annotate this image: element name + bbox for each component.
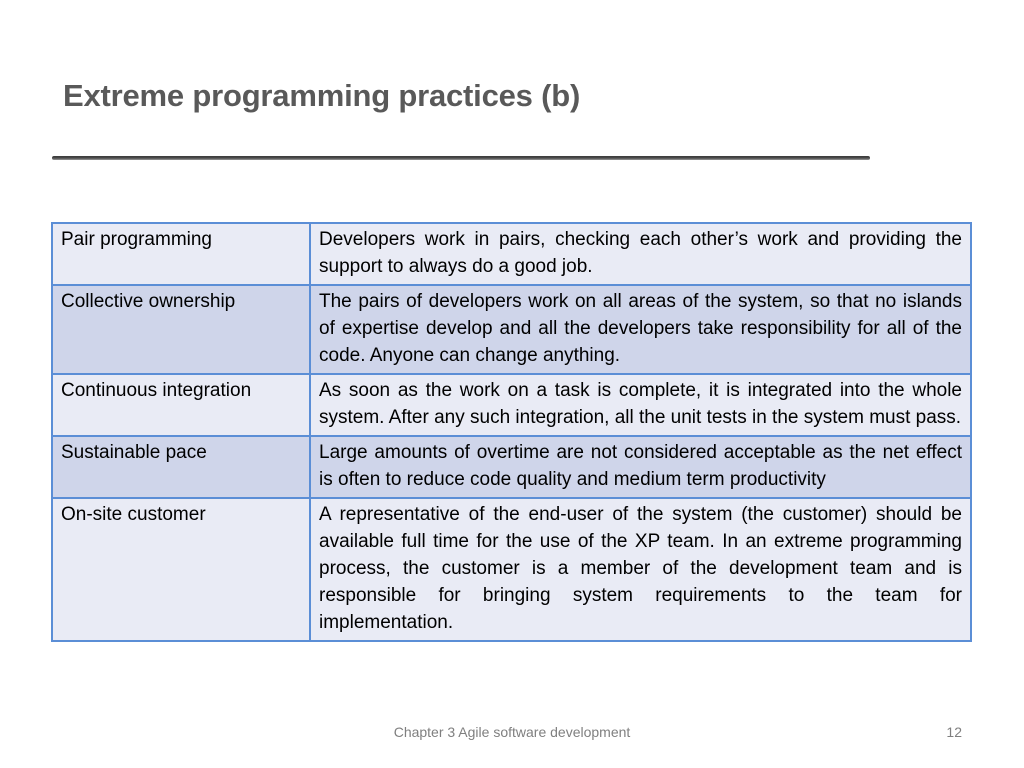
practice-name-cell: Collective ownership [52,285,310,374]
practice-description-cell: The pairs of developers work on all areas of the system, so that no islands of expertise develop and all the developers take responsibility for all of the code. Anyone can change anything. [310,285,971,374]
slide-title: Extreme programming practices (b) [63,78,581,113]
page-number: 12 [946,724,962,740]
table-row [52,285,971,374]
practice-name-cell: On-site customer [52,498,310,641]
title-underline [52,156,870,160]
table-row [52,374,971,436]
table-row [52,498,971,641]
practice-name-cell: Continuous integration [52,374,310,436]
table-row [52,223,971,285]
practice-name-cell: Pair programming [52,223,310,285]
practice-description-cell: As soon as the work on a task is complete, it is integrated into the whole system. After any such integration, all the unit tests in the system must pass. [310,374,971,436]
practice-description-cell: A representative of the end-user of the system (the customer) should be available full time for the use of the XP team. In an extreme programming process, the customer is a member of the development team and is responsible for bringing system requirements to the team for implementation. [310,498,971,641]
footer-chapter-text: Chapter 3 Agile software development [393,724,631,740]
practice-description-cell: Large amounts of overtime are not considered acceptable as the net effect is often to reduce code quality and medium term productivity [310,436,971,498]
practice-description-cell: Developers work in pairs, checking each other’s work and providing the support to always do a good job. [310,223,971,285]
practice-name-cell: Sustainable pace [52,436,310,498]
table-row [52,436,971,498]
practices-table [51,222,972,642]
